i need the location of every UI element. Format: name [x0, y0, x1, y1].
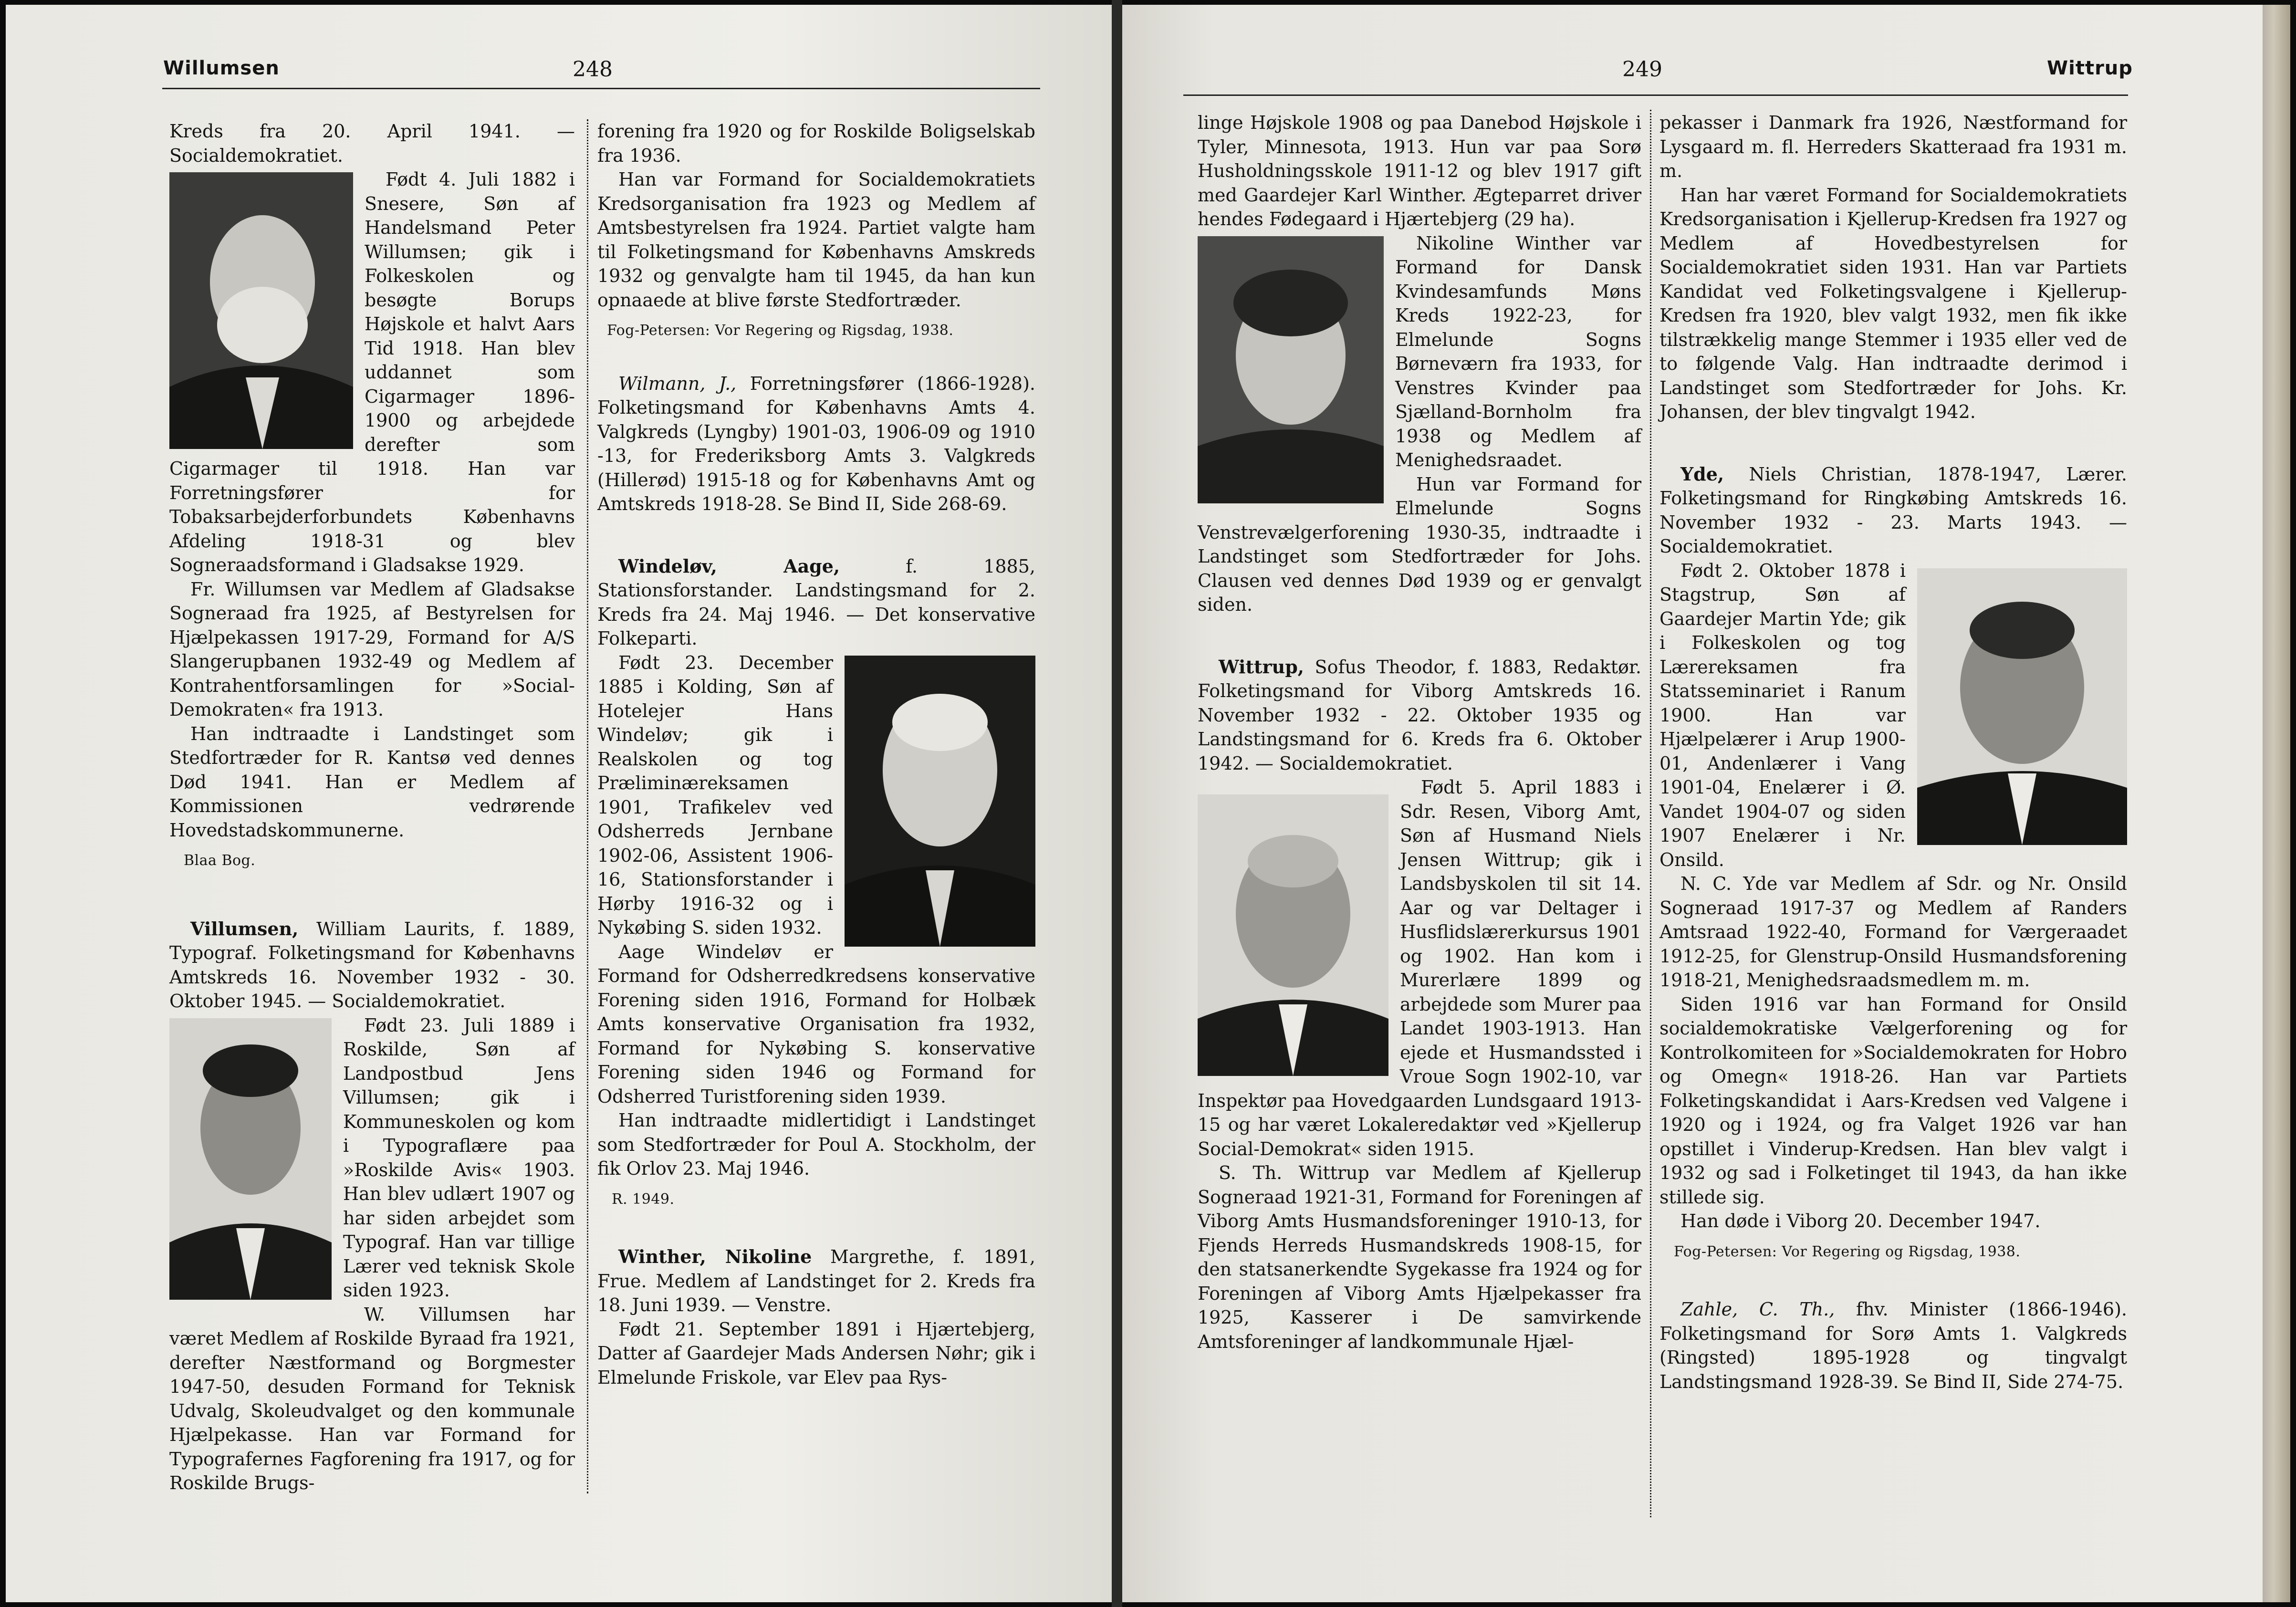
- paragraph: Født 23. December 1885 i Kolding, Søn af Hotelejer Hans Windeløv; gik i Realskolen og tog Præliminæreksamen 1901, Trafikelev ved Odsherreds Jernbane 1902-06, Assistent 1906-16, Stationsforstander i Hørby 1916-32 og i Nykøbing S. siden 1932.: [597, 652, 833, 938]
- entry-text: Margrethe, f. 1891, Frue. Medlem af Landstinget for 2. Kreds fra 18. Juni 1939. — Venstre.: [597, 1246, 1035, 1315]
- left-page-number: 248: [573, 57, 613, 82]
- paragraph: Kreds fra 20. April 1941. — Socialdemokratiet.: [169, 121, 575, 166]
- paragraph: Han indtraadte i Landstinget som Stedfortræder for R. Kantsø ved dennes Død 1941. Han er Medlem af Kommissionen vedrørende Hovedstadskommunerne.: [169, 723, 575, 841]
- entry-text: Forretningsfører (1866-1928). Folketingsmand for Københavns Amts 4. Valgkreds (Lyngby) 1901-03, 1906-09 og 1910 -13, for Frederiksborg Amts 3. Valgkreds (Hillerød) 1915-18 og for Københavns Amt og Amtskreds 1918-28. Se Bind II, Side 268-69.: [597, 373, 1035, 514]
- entry-text: fhv. Minister (1866-1946). Folketingsmand for Sorø Amts 1. Valgkreds (Ringsted) 1895-1928 og tingvalgt Landstingsmand 1928-39. Se Bind II, Side 274-75.: [1659, 1299, 2127, 1392]
- entry-first-name: Sofus Theodor,: [1315, 656, 1457, 678]
- paragraph: linge Højskole 1908 og paa Danebod Højskole i Tyler, Minnesota, 1913. Hun var paa Sorø Husholdningsskole 1911-12 og blev 1917 gift med Gaardejer Karl Winther. Ægteparret driver hendes Fødegaard i Hjærtebjerg (29 ha).: [1198, 112, 1641, 230]
- portrait-wittrup: [1198, 794, 1388, 1076]
- entry-text: f. 1883, Redaktør. Folketingsmand for Viborg Amtskreds 16. November 1932 - 22. Oktober 1935 og Landstingsmand for 6. Kreds fra 6. Oktober 1942. — Socialdemokratiet.: [1198, 656, 1641, 774]
- entry-first-name: William: [316, 918, 386, 939]
- paragraph: Født 23. Juli 1889 i Roskilde, Søn af Landpostbud Jens Villumsen; gik i Kommuneskolen og kom i Typograflære paa »Roskilde Avis« 1903. Han blev udlært 1907 og har siden arbejdet som Typograf. Han var tillige Lærer ved teknisk Skole siden 1923.: [343, 1014, 575, 1301]
- paragraph: W. Villumsen har været Medlem af Roskilde Byraad fra 1921, derefter Næstformand og Borgmester 1947-50, desuden Formand for Teknisk Udvalg, Skoleudvalget og den kommunale Hjælpekasse. Han var Formand for Typografernes Fagforening fra 1917, og for Roskilde Brugs-: [169, 1304, 575, 1493]
- entry-name: Wilmann, J.,: [618, 373, 737, 394]
- left-running-head: Willumsen: [163, 57, 280, 79]
- entry-name: Yde,: [1680, 463, 1724, 485]
- paragraph: Født 21. September 1891 i Hjærtebjerg, Datter af Gaardejer Mads Andersen Nøhr; gik i Elmelunde Friskole, var Elev paa Rys-: [597, 1318, 1035, 1388]
- right-column-rule: [1650, 110, 1651, 1517]
- left-column-rule: [587, 119, 588, 1493]
- paragraph: Han har været Formand for Socialdemokratiets Kredsorganisation i Kjellerup-Kredsen fra 1927 og Medlem af Hovedbestyrelsen for Socialdemokratiet siden 1931. Han var Partiets Kandidat ved Folketingsvalgene i Kjellerup-Kredsen fra 1920, blev valgt 1932, men fik ikke tilstrækkelig mange Stemmer i 1935 eller ved de to følgende Valg. Han indtraadte derimod i Landstinget som Stedfortræder for Johs. Kr. Johansen, der blev tingvalgt 1942.: [1659, 184, 2127, 422]
- left-header-rule: [162, 88, 1040, 89]
- portrait-yde: [1917, 568, 2127, 845]
- paragraph: Hun var Formand for Elmelunde Sogns Venstrevælgerforening 1930-35, indtraadte i Landstinget som Stedfortræder for Johs. Clausen ved dennes Død 1939 og er genvalgt siden.: [1198, 473, 1641, 615]
- right-column-2: [1659, 111, 2127, 1394]
- entry-windelov: [597, 554, 1035, 651]
- portrait-villumsen-w: [169, 1018, 332, 1300]
- entry-name: Zahle, C. Th.,: [1680, 1299, 1835, 1320]
- source-citation: Blaa Bog.: [184, 852, 256, 869]
- book-gutter: [1112, 0, 1122, 1607]
- entry-zahle: [1659, 1297, 2127, 1394]
- portrait-winther: [1198, 236, 1384, 503]
- entry-name: Wittrup,: [1219, 656, 1304, 678]
- paragraph: forening fra 1920 og for Roskilde Boligselskab fra 1936.: [597, 121, 1035, 166]
- left-column-2: [597, 119, 1035, 1389]
- paragraph: Han var Formand for Socialdemokratiets Kredsorganisation fra 1923 og Medlem af Amtsbestyrelsen fra 1924. Partiet valgte ham til Folketingsmand for Københavns Amskreds 1932 og genvalgte ham til 1945, da han kun opnaaede at blive første Stedfortræder.: [597, 169, 1035, 311]
- entry-text: Laurits, f. 1889, Typograf. Folketingsmand for Københavns Amtskreds 16. November 1932 - 30. Oktober 1945. — Socialdemokratiet.: [169, 918, 575, 1012]
- entry-yde: [1659, 462, 2127, 559]
- entry-text: f. 1885, Stationsforstander. Landstingsmand for 2. Kreds fra 24. Maj 1946. — Det konservative Folkeparti.: [597, 555, 1035, 649]
- paragraph: Født 4. Juli 1882 i Snesere, Søn af Handelsmand Peter Willumsen; gik i Folkeskolen og besøgte Borups Højskole et halvt Aars Tid 1918. Han blev uddannet som Cigarmager 1896-1900 og arbejdede derefter som Cigarmager til 1918. Han var Forretningsfører for Tobaksarbejderforbundets Københavns Afdeling 1918-31 og blev Sogneraadsformand i Gladsakse 1929.: [169, 169, 575, 575]
- entry-name: Villumsen,: [190, 918, 299, 939]
- entry-winther: [597, 1245, 1035, 1317]
- right-running-head: Wittrup: [2047, 57, 2133, 79]
- left-column-1: [169, 119, 575, 1495]
- paragraph: Siden 1916 var han Formand for Onsild socialdemokratiske Vælgerforening og for Kontrolkomiteen for »Socialdemokraten for Hobro og Omegn« 1918-26. Han var Partiets Folketingskandidat i Aars-Kredsen ved Valgene i 1920 og i 1924, og fra Valget 1926 var han opstillet i Vinderup-Kredsen. Han blev valgt i 1932 og sad i Folketinget til 1943, da han ikke stillede sig.: [1659, 993, 2127, 1208]
- entry-name: Winther, Nikoline: [618, 1246, 812, 1267]
- entry-text: 1878-1947, Lærer. Folketingsmand for Ringkøbing Amtskreds 16. November 1932 - 23. Marts 1943. — Socialdemokratiet.: [1659, 463, 2127, 557]
- source-citation: Fog-Petersen: Vor Regering og Rigsdag, 1938.: [1674, 1243, 2021, 1260]
- paragraph: Nikoline Winther var Formand for Dansk Kvindesamfunds Møns Kreds 1922-23, for Elmelunde Sogns Børneværn fra 1933, for Venstres Kvinder paa Sjælland-Bornholm fra 1938 og Medlem af Menighedsraadet.: [1395, 232, 1641, 470]
- paragraph: Han indtraadte midlertidigt i Landstinget som Stedfortræder for Poul A. Stockholm, der fik Orlov 23. Maj 1946.: [597, 1110, 1035, 1179]
- portrait-willumsen-fr: [169, 172, 353, 449]
- paragraph: Han døde i Viborg 20. December 1947.: [1680, 1210, 2041, 1231]
- right-header-rule: [1183, 94, 2128, 96]
- paragraph: S. Th. Wittrup var Medlem af Kjellerup Sogneraad 1921-31, Formand for Foreningen af Viborg Amts Husmandsforeninger 1910-13, for Fjends Herreds Husmandskreds 1908-15, for den statsanerkendte Sygekasse fra 1924 og for Foreningen af Viborg Amts Hjælpekasser fra 1925, Kasserer i De samvirkende Amtsforeninger af landkommunale Hjæl-: [1198, 1162, 1641, 1352]
- paragraph: Født 5. April 1883 i Sdr. Resen, Viborg Amt, Søn af Husmand Niels Jensen Wittrup; gik i Landsbyskolen til sit 14. Aar og var Deltager i Husflidslærerkursus 1901 og 1902. Han kom i Murerlære 1899 og arbejdede som Murer paa Landet 1903-1913. Han ejede et Husmandssted i Vroue Sogn 1902-10, var Inspektør paa Hovedgaarden Lundsgaard 1913-15 og har været Lokaleredaktør ved »Kjellerup Social-Demokrat« siden 1915.: [1198, 777, 1641, 1159]
- entry-first-name: Niels Christian,: [1749, 463, 1912, 485]
- entry-name: Windeløv, Aage,: [618, 555, 840, 577]
- paragraph: Aage Windeløv er Formand for Odsherredkredsens konservative Forening siden 1916, Formand for Holbæk Amts konservative Organisation fra 1932, Formand for Nykøbing S. konservative Forening siden 1946 og Formand for Odsherred Turistforening siden 1939.: [597, 941, 1035, 1107]
- paragraph: Fr. Willumsen var Medlem af Gladsakse Sogneraad fra 1925, af Bestyrelsen for Hjælpekassen 1917-29, Formand for A/S Slangerupbanen 1932-49 og Medlem af Kontrahentforsamlingen for »Social-Demokraten« fra 1913.: [169, 578, 575, 720]
- right-column-1: [1198, 111, 1641, 1354]
- paragraph: pekasser i Danmark fra 1926, Næstformand for Lysgaard m. fl. Herreders Skatteraad fra 1931 m. m.: [1659, 112, 2127, 181]
- paragraph: Født 2. Oktober 1878 i Stagstrup, Søn af Gaardejer Martin Yde; gik i Folkeskolen og tog Lærereksamen fra Statsseminariet i Ranum 1900. Han var Hjælpelærer i Arup 1900-01, Andenlærer i Vang 1901-04, Enelærer i Ø. Vandet 1904-07 og siden 1907 Enelærer i Nr. Onsild.: [1659, 560, 1906, 870]
- book-edge: [2263, 5, 2290, 1602]
- right-page-number: 249: [1622, 57, 1662, 82]
- entry-villumsen: [169, 917, 575, 1013]
- portrait-windelov: [845, 656, 1035, 947]
- entry-wilmann: [597, 372, 1035, 516]
- source-citation: Fog-Petersen: Vor Regering og Rigsdag, 1938.: [607, 322, 954, 339]
- entry-wittrup: [1198, 655, 1641, 776]
- paragraph: N. C. Yde var Medlem af Sdr. og Nr. Onsild Sogneraad 1917-37 og Medlem af Randers Amtsraad 1922-40, Formand for Værgeraadet 1912-25, for Glenstrup-Onsild Husmandsforening 1918-21, Menighedsraadsmedlem m. m.: [1659, 873, 2127, 991]
- source-citation: R. 1949.: [612, 1190, 675, 1208]
